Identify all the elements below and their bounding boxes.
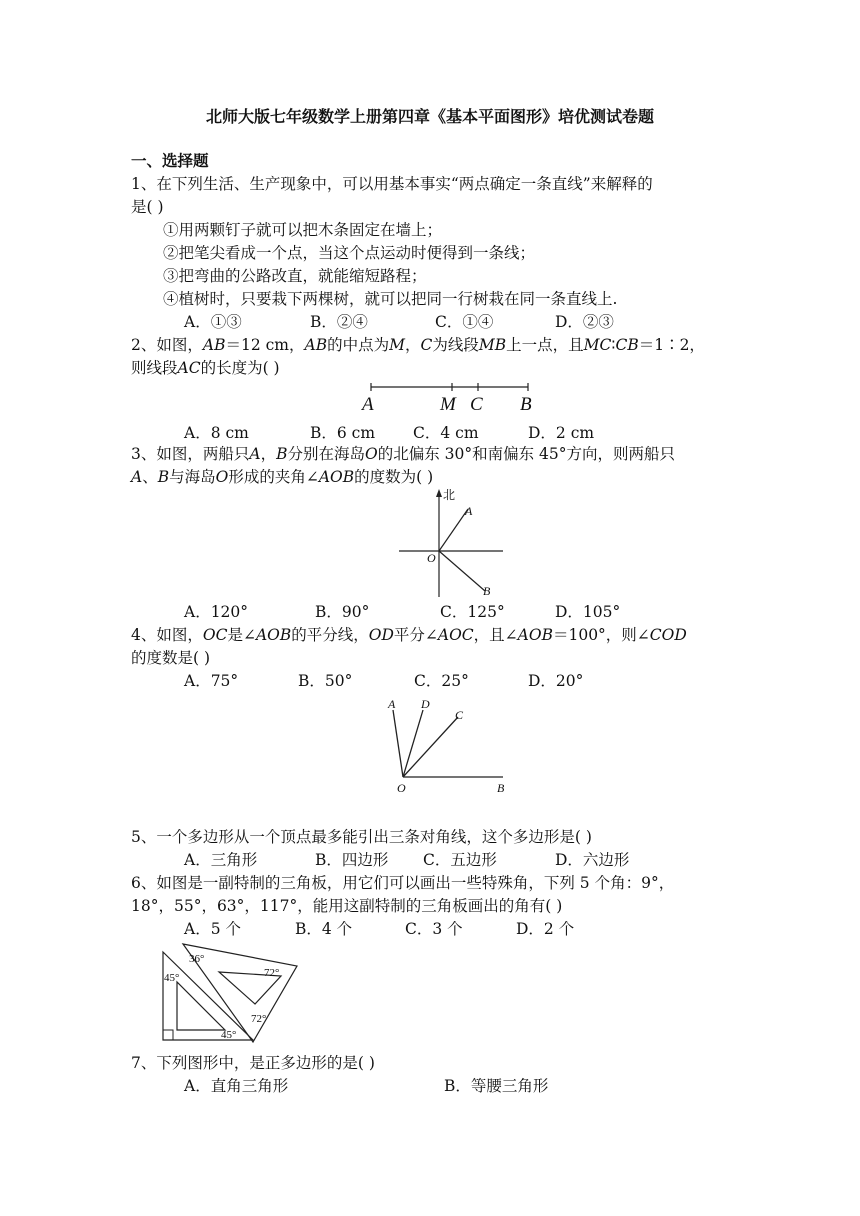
q3-option-c[interactable]: C．125° bbox=[440, 603, 505, 621]
q4-label-c: C bbox=[455, 708, 464, 722]
q3-option-b[interactable]: B．90° bbox=[315, 603, 370, 621]
q2-label-m: M bbox=[440, 394, 456, 415]
q6-triangle-ruler-figure bbox=[155, 942, 305, 1047]
q4-option-d[interactable]: D．20° bbox=[528, 672, 584, 690]
q6-stem-line2: 18°，55°，63°，117°，能用这副特制的三角板画出的角有( ) bbox=[131, 897, 563, 915]
q4-label-b: B bbox=[497, 781, 505, 795]
q4-option-b[interactable]: B．50° bbox=[298, 672, 353, 690]
q2-stem-line1: 2、如图，AB＝12 cm，AB的中点为M，C为线段MB上一点，且MC∶CB＝1∶2， bbox=[131, 336, 705, 354]
q2-label-c: C bbox=[470, 394, 483, 415]
q3-stem-line1: 3、如图，两船只A，B分别在海岛O的北偏东 30°和南偏东 45°方向，则两船只 bbox=[131, 445, 676, 463]
q6-angle-72-bottom: 72° bbox=[251, 1013, 267, 1025]
q5-option-b[interactable]: B．四边形 bbox=[315, 851, 389, 869]
q1-item-1: ①用两颗钉子就可以把木条固定在墙上； bbox=[163, 221, 443, 239]
q5-option-a[interactable]: A．三角形 bbox=[184, 851, 258, 869]
q3-stem-line2: A、B与海岛O形成的夹角∠AOB的度数为( ) bbox=[131, 468, 434, 486]
q2-option-a[interactable]: A．8 cm bbox=[184, 424, 249, 442]
q4-angle-figure bbox=[385, 695, 515, 795]
q3-option-d[interactable]: D．105° bbox=[555, 603, 621, 621]
q2-option-d[interactable]: D．2 cm bbox=[528, 424, 595, 442]
q3-option-a[interactable]: A．120° bbox=[184, 603, 249, 621]
q6-option-b[interactable]: B．4 个 bbox=[295, 920, 353, 938]
q2-segment-figure bbox=[360, 380, 540, 416]
q1-option-a[interactable]: A．①③ bbox=[184, 313, 242, 331]
q1-item-2: ②把笔尖看成一个点，当这个点运动时便得到一条线； bbox=[163, 244, 536, 262]
q6-angle-45-left: 45° bbox=[164, 972, 180, 984]
q4-stem-line2: 的度数是( ) bbox=[131, 649, 211, 667]
q3-direction-figure bbox=[395, 485, 505, 600]
page-title: 北师大版七年级数学上册第四章《基本平面图形》培优测试卷题 bbox=[205, 107, 654, 126]
q4-stem-line1: 4、如图，OC是∠AOB的平分线，OD平分∠AOC，且∠AOB＝100°，则∠COD bbox=[131, 626, 687, 644]
q5-option-d[interactable]: D．六边形 bbox=[555, 851, 630, 869]
q4-option-a[interactable]: A．75° bbox=[184, 672, 239, 690]
q1-option-b[interactable]: B．②④ bbox=[310, 313, 368, 331]
q4-label-o: O bbox=[397, 781, 406, 795]
q6-option-c[interactable]: C．3 个 bbox=[405, 920, 463, 938]
q5-stem-line1: 5、一个多边形从一个顶点最多能引出三条对角线，这个多边形是( ) bbox=[131, 828, 592, 846]
q3-label-o: O bbox=[427, 551, 436, 565]
section-heading: 一、选择题 bbox=[131, 151, 209, 170]
q4-label-d: D bbox=[421, 697, 430, 711]
q1-option-d[interactable]: D．②③ bbox=[555, 313, 614, 331]
q7-option-a[interactable]: A．直角三角形 bbox=[184, 1077, 289, 1095]
q3-label-a: A bbox=[465, 504, 473, 518]
q1-stem-line1: 1、在下列生活、生产现象中，可以用基本事实“两点确定一条直线”来解释的 bbox=[131, 175, 653, 193]
q1-option-c[interactable]: C．①④ bbox=[435, 313, 494, 331]
q3-label-b: B bbox=[483, 584, 491, 598]
q1-item-4: ④植树时，只要栽下两棵树，就可以把同一行树栽在同一条直线上. bbox=[163, 290, 618, 308]
q2-option-c[interactable]: C．4 cm bbox=[413, 424, 479, 442]
q2-option-b[interactable]: B．6 cm bbox=[310, 424, 376, 442]
q6-angle-72-top: 72° bbox=[264, 967, 280, 979]
q2-stem-line2: 则线段AC的长度为( ) bbox=[131, 359, 280, 377]
q6-stem-line1: 6、如图是一副特制的三角板，用它们可以画出一些特殊角，下列 5 个角：9°， bbox=[131, 874, 675, 892]
q2-label-b: B bbox=[520, 394, 532, 415]
q4-option-c[interactable]: C．25° bbox=[414, 672, 469, 690]
q6-option-a[interactable]: A．5 个 bbox=[184, 920, 241, 938]
q5-option-c[interactable]: C．五边形 bbox=[423, 851, 497, 869]
q7-stem-line1: 7、下列图形中，是正多边形的是( ) bbox=[131, 1054, 375, 1072]
q2-label-a: A bbox=[362, 394, 374, 415]
q6-angle-45-bottom: 45° bbox=[221, 1029, 237, 1041]
q1-item-3: ③把弯曲的公路改直，就能缩短路程； bbox=[163, 267, 427, 285]
q6-angle-36: 36° bbox=[189, 953, 205, 965]
q4-label-a: A bbox=[388, 697, 396, 711]
q3-label-north: 北 bbox=[443, 488, 456, 502]
q1-stem-line2: 是( ) bbox=[131, 198, 164, 216]
q6-option-d[interactable]: D．2 个 bbox=[516, 920, 575, 938]
q7-option-b[interactable]: B．等腰三角形 bbox=[444, 1077, 549, 1095]
